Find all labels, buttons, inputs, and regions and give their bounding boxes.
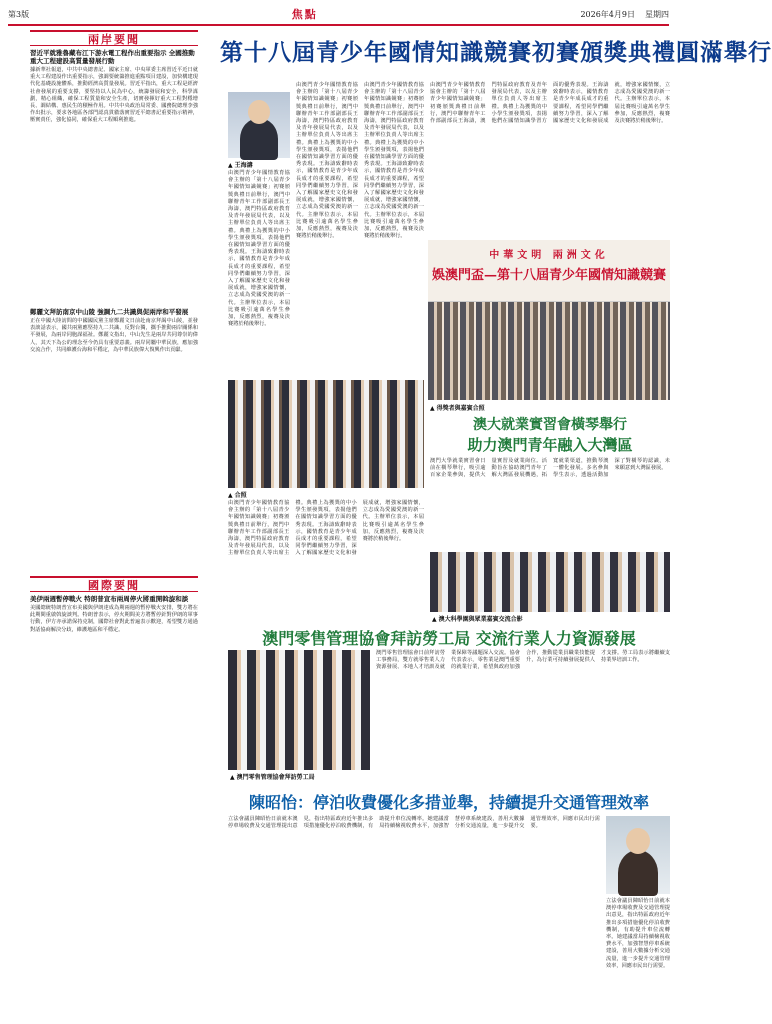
article-body: 正在中國大陸訪問的中國國民黨主席鄭麗文日前赴南京拜謁中山陵，並發表談話表示，國共兩黨應堅持九二共識、反對台獨，攜手推動兩岸關係和平發展，為兩岸同胞謀福祉。鄭麗文指出，中山先生是兩岸共同尊崇的偉人，其天下為公的理念至今仍具有重要意義。兩岸同屬中華民族，應加強交流合作，共同維護台海和平穩定，為中華民族偉大復興作出貢獻。 — [30, 318, 198, 353]
retail-caption: ▲ 澳門零售管理協會拜訪勞工局 — [230, 772, 315, 781]
chen-portrait — [606, 816, 670, 894]
article-body-col1: 由澳門青少年國情教育協會主辦的「第十八屆青少年國情知識競賽」初賽頒獎典禮日前舉行，澳門中聯辦青年工作部副部長王海濤，澳門特區政府教育及青年發展局代表，以及主辦單位負責人等出席主禮。典禮上為獲獎的中小學生頒發獎項，表揚他們在國情知識學習方面的優秀表現。王海濤致辭時表示，國情教育是青少年成長成才的重要課程，希望同學們繼續努力學習，深入了解國家歷史文化和發展成就，增強家國情懷，立志成為愛國愛澳的新一代。主辦單位表示，本屆比賽吸引逾萬名學生參加，反應熱烈，複賽及決賽將於稍後舉行。 — [228, 170, 290, 328]
bridge-caption: ▲ 澳大科學園與眾業嘉賓交流合影 — [432, 614, 523, 623]
banner-slogan: 中華文明 兩洲文化 — [489, 250, 609, 261]
retail-headline: 澳門零售管理協會拜訪勞工局 交流行業人力資源發展 — [262, 629, 636, 648]
group-photo-banner — [428, 240, 670, 400]
banner-caption: ▲ 得獎者與嘉賓合照 — [430, 403, 485, 412]
left-column — [30, 30, 198, 1014]
article-body: 據新華社報道，中共中央總書記、國家主席、中央軍委主席習近平近日就重大工程建設作出重要指示，強調要統籌推進重點項目建設，加快構建現代化基礎設施體系，推動經濟高質量發展。習近平指出，重大工程是經濟社會發展的重要支撐，要堅持以人民為中心，統籌發展和安全，科學謀劃，精心組織，確保工程質量和安全生產，切實發揮好重大工程對穩增長、調結構、惠民生的積極作用。中共中央政治局常委、國務院總理李強作出批示，要求各地區各部門認真貫徹落實習近平總書記重要指示精神，壓實責任，強化協同，確保重大工程順利推進。 — [30, 67, 198, 124]
article-body-col2: 由澳門青少年國情教育協會主辦的「第十八屆青少年國情知識競賽」初賽頒獎典禮日前舉行，澳門中聯辦青年工作部副部長王海濤，澳門特區政府教育及青年發展局代表，以及主辦單位負責人等出席主禮。典禮上為獲獎的中小學生頒發獎項，表揚他們在國情知識學習方面的優秀表現。王海濤致辭時表示，國情教育是青少年成長成才的重要課程，希望同學們繼續努力學習，深入了解國家歷史文化和發展成就，增強家國情懷，立志成為愛國愛澳的新一代。主辦單位表示，本屆比賽吸引逾萬名學生參加，反應熱烈，複賽及決賽將於稍後舉行。 — [296, 82, 358, 240]
article-headline: 習近平就雅魯藏布江下游水電工程作出重要指示 全國推動重大工程建設高質量發展行動 — [30, 49, 195, 65]
article-headline: 鄭麗文拜訪南京中山陵 強調九二共識與促兩岸和平發展 — [30, 308, 189, 316]
portrait-photo — [228, 92, 290, 158]
issue-weekday: 星期四 — [644, 9, 669, 19]
bridge-body: 澳門大學就業實習會日前在橫琴舉行，吸引逾百家企業參與，提供大量實習及就業崗位。活動旨在協助澳門青年了解大灣區發展機遇，拓寬就業渠道，推動琴澳一體化發展。多名參與學生表示，透過活動加深了對橫琴的認識，未來願意到大灣區發展。 — [430, 458, 670, 479]
retail-body: 澳門零售管理協會日前拜訪勞工事務局，雙方就零售業人力資源發展、本地人才培訓及就業保障等議題深入交流。協會代表表示，零售業是澳門重要的就業行業，希望與政府加強合作，推動從業員職業技能提升，為行業可持續發展提供人才支撐。勞工局表示將繼續支持業界培訓工作。 — [376, 650, 670, 671]
main-headline: 第十八屆青少年國情知識競賽初賽頒獎典禮圓滿舉行 — [220, 39, 772, 66]
article-body-col4: 由澳門青少年國情教育協會主辦的「第十八屆青少年國情知識競賽」初賽頒獎典禮日前舉行，澳門中聯辦青年工作部副部長王海濤，澳門特區政府教育及青年發展局代表，以及主辦單位負責人等出席主禮。典禮上為獲獎的中小學生頒發獎項，表揚他們在國情知識學習方面的優秀表現。王海濤致辭時表示，國情教育是青少年成長成才的重要課程，希望同學們繼續努力學習，深入了解國家歷史文化和發展成就，增強家國情懷，立志成為愛國愛澳的新一代。主辦單位表示，本屆比賽吸引逾萬名學生參加，反應熱烈，複賽及決賽將於稍後舉行。 — [430, 82, 670, 125]
photo-caption: ▲ 王海濤 — [228, 160, 253, 169]
chen-headline: 陳昭怡：停泊收費優化多措並舉，持續提升交通管理效率 — [248, 793, 649, 812]
masthead: 焦點 — [291, 8, 318, 21]
article-body-lower: 由澳門青少年國情教育協會主辦的「第十八屆青少年國情知識競賽」初賽頒獎典禮日前舉行，澳門中聯辦青年工作部副部長王海濤，澳門特區政府教育及青年發展局代表，以及主辦單位負責人等出席主禮。典禮上為獲獎的中小學生頒發獎項，表揚他們在國情知識學習方面的優秀表現。王海濤致辭時表示，國情教育是青少年成長成才的重要課程，希望同學們繼續努力學習，深入了解國家歷史文化和發展成就，增強家國情懷，立志成為愛國愛澳的新一代。主辦單位表示，本屆比賽吸引逾萬名學生參加，反應熱烈，複賽及決賽將於稍後舉行。 — [228, 500, 424, 557]
issue-date: 2026年4月9日 — [580, 9, 635, 19]
article-body-col3: 由澳門青少年國情教育協會主辦的「第十八屆青少年國情知識競賽」初賽頒獎典禮日前舉行，澳門中聯辦青年工作部副部長王海濤，澳門特區政府教育及青年發展局代表，以及主辦單位負責人等出席主禮。典禮上為獲獎的中小學生頒發獎項，表揚他們在國情知識學習方面的優秀表現。王海濤致辭時表示，國情教育是青少年成長成才的重要課程，希望同學們繼續努力學習，深入了解國家歷史文化和發展成就，增強家國情懷，立志成為愛國愛澳的新一代。主辦單位表示，本屆比賽吸引逾萬名學生參加，反應熱烈，複賽及決賽將於稍後舉行。 — [364, 82, 424, 240]
article-headline: 美伊兩週暫停戰火 特朗普宣布兩周停火將重開斡旋和談 — [30, 595, 189, 603]
chen-body-right: 立法會議員陳昭怡日前就本澳停車場收費及交通管理提出意見，指出特區政府近年推出多項措施優化停泊收費機制，有助提升車位流轉率。她建議當局持續檢視收費水平，加強智慧停車系統建設，善用大數據分析交通流量，進一步提升交通管理效率，回應市民出行需要。 — [606, 898, 670, 969]
banner-title: 娛澳門盃—第十八屆青少年國情知識競賽 — [431, 268, 666, 283]
bridge-headline-2: 助力澳門青年融入大灣區 — [467, 436, 633, 454]
article-body: 美國總統特朗普宣布美國與伊朗達成為期兩週的暫停戰火安排，雙方將在此期間重啟斡旋談判。特朗普表示，停火期間美方將暫停針對伊朗的軍事行動，伊方亦承諾保持克制，國際社會對此普遍表示歡迎，希望雙方通過對話協商解決分歧，維護地區和平穩定。 — [30, 605, 198, 633]
page-label: 第3版 — [8, 9, 30, 19]
chen-body: 立法會議員陳昭怡日前就本澳停車場收費及交通管理提出意見，指出特區政府近年推出多項措施優化停泊收費機制，有助提升車位流轉率。她建議當局持續檢視收費水平，加強智慧停車系統建設，善用大數據分析交通流量，進一步提升交通管理效率，回應市民出行需要。 — [228, 816, 600, 830]
bridge-headline-1: 澳大就業實習會橫琴舉行 — [473, 417, 627, 433]
group-photo — [228, 380, 424, 488]
section-title-international: 國際要聞 — [30, 576, 198, 592]
section-title-cross-strait: 兩岸要聞 — [30, 30, 198, 46]
page-header — [8, 4, 669, 26]
photo-caption: ▲ 合照 — [228, 490, 247, 499]
bridge-photo — [430, 552, 670, 612]
retail-photo — [228, 650, 370, 770]
